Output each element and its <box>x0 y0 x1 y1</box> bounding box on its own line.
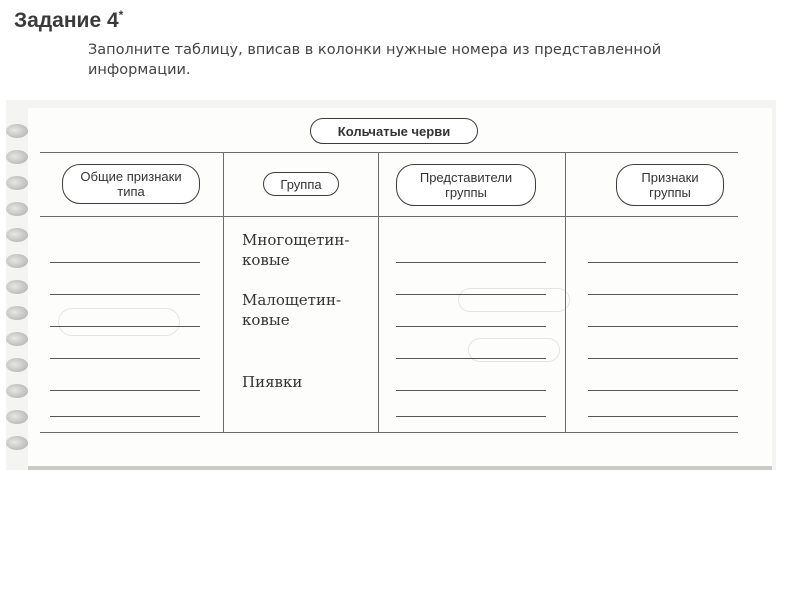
spiral-ring-icon <box>6 228 28 242</box>
bleed-through-decoration <box>458 288 570 312</box>
column-header-features-label: Признаки группы <box>641 170 699 200</box>
header-pill <box>310 118 478 144</box>
column-divider <box>565 152 566 432</box>
spiral-ring-icon <box>6 124 28 138</box>
answer-line[interactable] <box>396 326 546 327</box>
answer-line[interactable] <box>588 262 738 263</box>
answer-line[interactable] <box>396 390 546 391</box>
column-header-group <box>263 172 339 196</box>
bleed-through-decoration <box>58 308 180 336</box>
top-rule <box>40 152 738 153</box>
header-rule <box>40 216 738 217</box>
column-header-group-label: Группа <box>280 176 322 192</box>
spiral-ring-icon <box>6 410 28 424</box>
column-header-representatives-label: Представители группы <box>419 170 513 200</box>
spiral-ring-icon <box>6 436 28 450</box>
instruction-text: Заполните таблицу, вписав в колонки нужные номера из представленной информации. <box>88 42 662 78</box>
answer-line[interactable] <box>588 390 738 391</box>
answer-line[interactable] <box>396 416 546 417</box>
group-oligochaetes-line2: ковые <box>242 311 290 329</box>
answer-line[interactable] <box>396 294 546 295</box>
column-divider <box>378 152 379 432</box>
column-divider <box>223 152 224 432</box>
spiral-ring-icon <box>6 384 28 398</box>
task-title-text: Задание 4 <box>14 9 119 32</box>
spiral-ring-icon <box>6 332 28 346</box>
answer-line[interactable] <box>50 416 200 417</box>
task-mark: * <box>118 8 124 22</box>
answer-line[interactable] <box>396 358 546 359</box>
answer-line[interactable] <box>588 326 738 327</box>
group-polychaetes-line1: Многощетин- <box>242 231 350 249</box>
notebook-card <box>6 100 776 470</box>
task-title <box>14 8 123 33</box>
bottom-rule <box>40 432 738 433</box>
answer-line[interactable] <box>588 416 738 417</box>
group-leeches-line1: Пиявки <box>242 373 303 391</box>
answer-line[interactable] <box>50 326 200 327</box>
answer-line[interactable] <box>50 390 200 391</box>
answer-line[interactable] <box>396 262 546 263</box>
group-oligochaetes <box>242 290 341 330</box>
group-polychaetes <box>242 230 349 270</box>
answer-line[interactable] <box>50 294 200 295</box>
answer-line[interactable] <box>50 262 200 263</box>
worksheet-table <box>28 108 772 470</box>
answer-line[interactable] <box>588 358 738 359</box>
spiral-ring-icon <box>6 176 28 190</box>
column-header-features <box>616 164 724 206</box>
group-leeches <box>242 372 302 392</box>
answer-line[interactable] <box>588 294 738 295</box>
column-header-general <box>62 164 200 204</box>
spiral-ring-icon <box>6 280 28 294</box>
column-header-general-label: Общие признаки типа <box>80 169 182 199</box>
group-polychaetes-line2: ковые <box>242 251 290 269</box>
spiral-ring-icon <box>6 254 28 268</box>
spiral-ring-icon <box>6 202 28 216</box>
spiral-ring-icon <box>6 306 28 320</box>
answer-line[interactable] <box>50 358 200 359</box>
column-header-representatives <box>396 164 536 206</box>
group-oligochaetes-line1: Малощетин- <box>242 291 342 309</box>
spiral-ring-icon <box>6 358 28 372</box>
header-label: Кольчатые черви <box>337 123 451 139</box>
spiral-ring-icon <box>6 150 28 164</box>
